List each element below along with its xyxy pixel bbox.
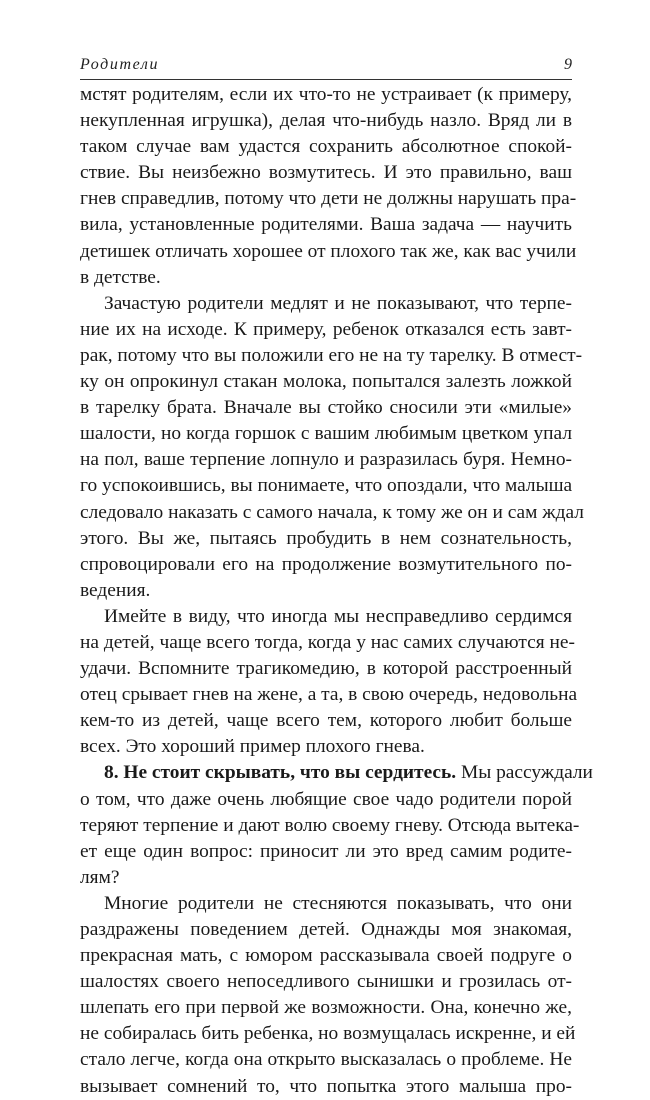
text-line: рак, потому что вы положили его не на ту тарелку. В отмест- — [80, 344, 583, 366]
text-line: теряют терпение и дают волю своему гневу. Отсюда вытека- — [80, 814, 580, 836]
text-line — [80, 760, 593, 786]
text-line: кем-то из детей, чаще всего тем, которого любит больше — [80, 710, 572, 732]
text-line: вила, установленные родителями. Ваша задача — научить — [80, 214, 572, 236]
text-line: стало легче, когда она открыто высказалась о проблеме. Не — [80, 1049, 572, 1071]
text-line: отец срывает гнев на жене, а та, в свою очередь, недовольна — [80, 684, 578, 706]
text-line: Зачастую родители медлят и не показывают, что терпе- — [104, 292, 572, 314]
text-line: гнев справедлив, потому что дети не должны нарушать пра- — [80, 188, 577, 210]
paragraph-4 — [80, 760, 593, 890]
text-line: следовало наказать с самого начала, к тому же он и сам ждал — [80, 501, 584, 523]
text-run: Мы рассуждали — [456, 762, 593, 784]
text-line: ведения. — [80, 579, 151, 601]
text-line: в тарелку брата. Вначале вы стойко сносили эти «милые» — [80, 397, 572, 419]
text-line: не собиралась бить ребенка, но возмущалась искренне, и ей — [80, 1023, 576, 1045]
body-text — [80, 82, 593, 1100]
text-line: некупленная игрушка), делая что-нибудь назло. Вряд ли в — [80, 110, 572, 132]
text-line: мстят родителям, если их что-то не устраивает (к примеру, — [80, 84, 572, 105]
text-line: удачи. Вспомните трагикомедию, в которой расстроенный — [80, 658, 572, 680]
header-rule — [80, 79, 572, 80]
text-line: на пол, ваше терпение лопнуло и разразилась буря. Немно- — [80, 449, 572, 471]
text-line: в детстве. — [80, 266, 161, 288]
paragraph-3 — [80, 604, 578, 761]
text-line: раздражены поведением детей. Однажды моя знакомая, — [80, 919, 572, 940]
text-line: детишек отличать хорошее от плохого так же, как вас учили — [80, 240, 577, 262]
text-line: шалости, но когда горшок с вашим любимым цветком упал — [80, 423, 572, 445]
text-line: шлепать его при первой же возможности. Она, конечно же, — [80, 997, 572, 1019]
text-line: всех. Это хороший пример плохого гнева. — [80, 736, 425, 758]
text-line: ствие. Вы неизбежно возмутитесь. И это правильно, ваш — [80, 162, 572, 184]
text-line: спровоцировали его на продолжение возмутительного по- — [80, 553, 572, 575]
text-line: таком случае вам удастся сохранить абсолютное спокой- — [80, 136, 572, 158]
text-line: ет еще один вопрос: приносит ли это вред самим родите- — [80, 840, 572, 862]
paragraph-5 — [80, 891, 576, 1100]
text-line: на детей, чаще всего тогда, когда у нас самих случаются не- — [80, 631, 575, 653]
text-line: ку он опрокинул стакан молока, попытался залезть ложкой — [80, 371, 572, 393]
section-heading: 8. Не стоит скрывать, что вы сердитесь. — [104, 762, 457, 784]
text-line: го успокоившись, вы понимаете, что опоздали, что малыша — [80, 475, 573, 497]
paragraph-2 — [80, 291, 584, 604]
running-title: Родители — [80, 56, 160, 73]
text-line: о том, что даже очень любящие свое чадо родители порой — [80, 788, 572, 810]
text-line: прекрасная мать, с юмором рассказывала своей подруге о — [80, 945, 572, 967]
text-line: ние их на исходе. К примеру, ребенок отказался есть завт- — [80, 318, 572, 340]
text-line: вызывает сомнений то, что попытка этого малыша про- — [80, 1075, 572, 1097]
running-head — [80, 56, 572, 76]
text-line: лям? — [80, 866, 120, 888]
text-line: Многие родители не стесняются показывать, что они — [104, 892, 572, 914]
paragraph-1 — [80, 82, 577, 291]
page-number: 9 — [564, 56, 572, 73]
text-line: шалостях своего непоседливого сынишки и грозилась от- — [80, 971, 572, 993]
text-line: этого. Вы же, пытаясь пробудить в нем сознательность, — [80, 527, 572, 549]
text-line: Имейте в виду, что иногда мы несправедливо сердимся — [104, 605, 572, 627]
